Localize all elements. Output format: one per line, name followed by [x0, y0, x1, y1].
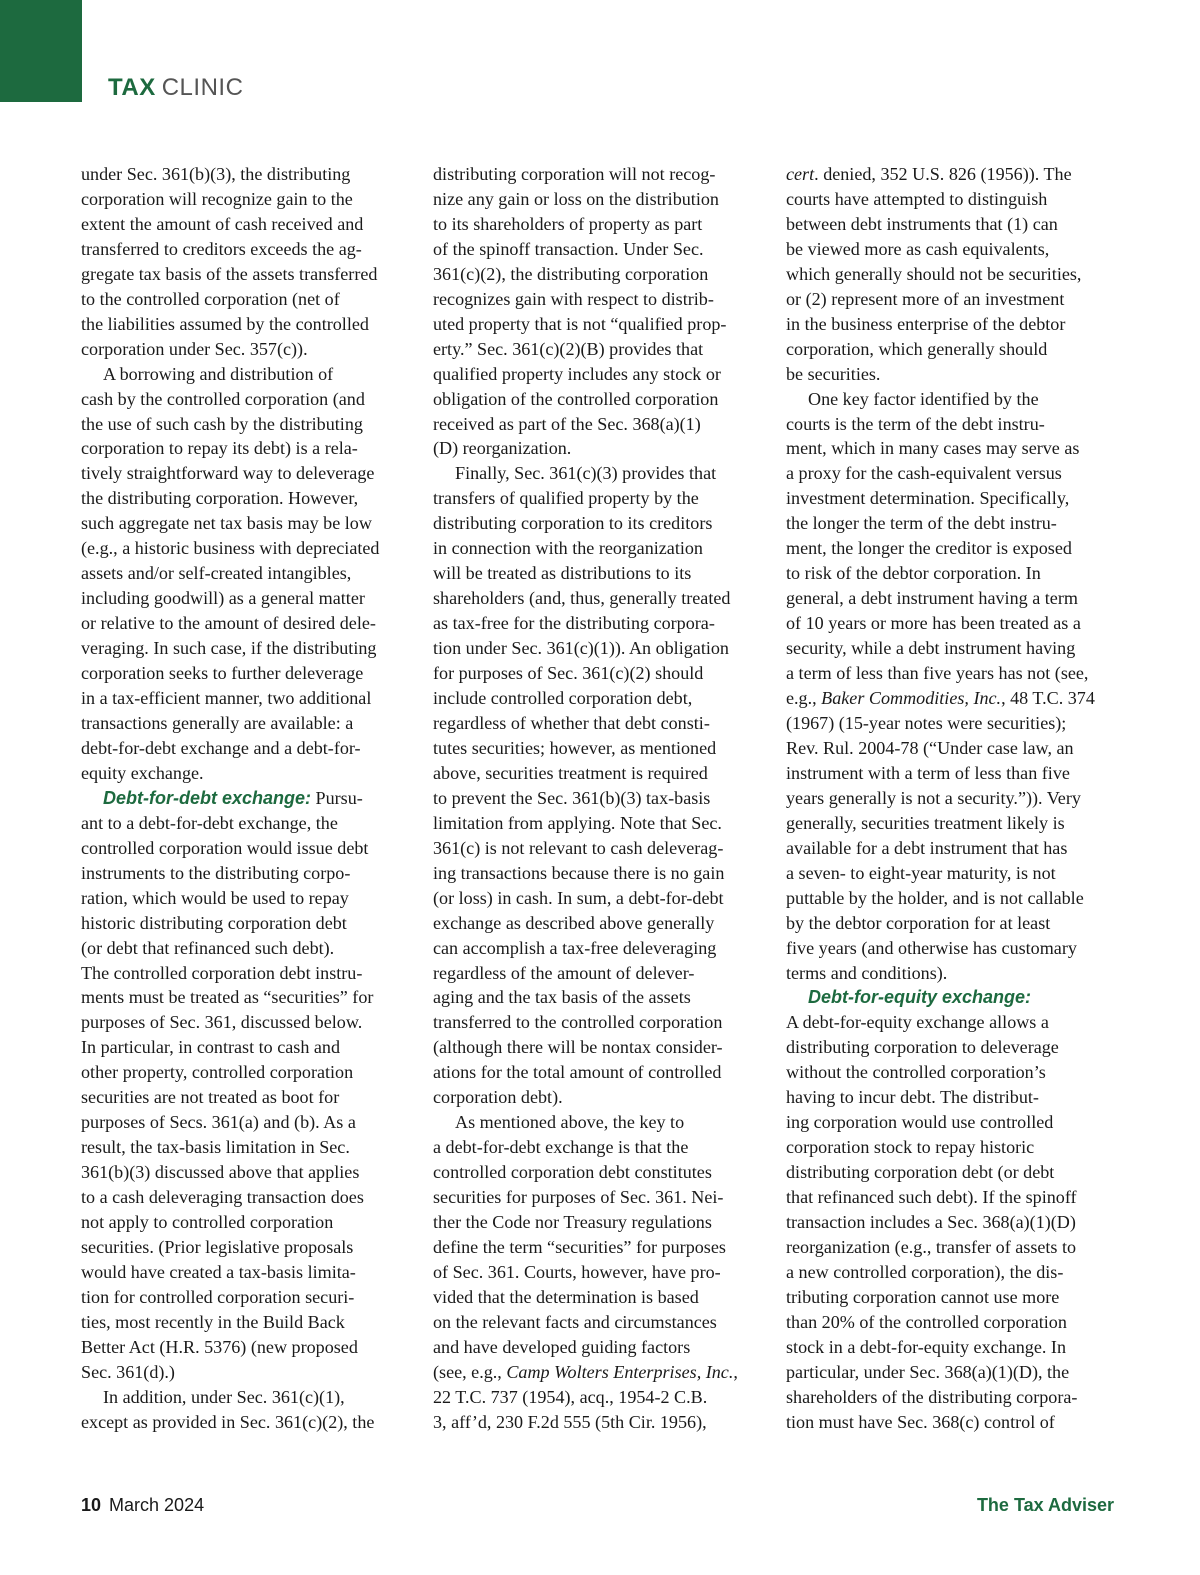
paragraph-line: tion must have Sec. 368(c) control of	[786, 1411, 1055, 1432]
paragraph-line: would have created a tax-basis limita-	[81, 1261, 356, 1282]
paragraph-line: above, securities treatment is required	[433, 762, 708, 783]
paragraph-line: corporation will recognize gain to the	[81, 188, 353, 209]
paragraph-line: stock in a debt-for-equity exchange. In	[786, 1336, 1066, 1357]
paragraph-line: As mentioned above, the key to	[455, 1112, 685, 1133]
paragraph-line: obligation of the controlled corporation	[433, 388, 719, 409]
line-text: e.g.,	[786, 688, 822, 709]
paragraph-line: purposes of Secs. 361(a) and (b). As a	[81, 1112, 356, 1133]
paragraph-line: available for a debt instrument that has	[786, 837, 1068, 858]
paragraph-line: ther the Code nor Treasury regulations	[433, 1212, 712, 1233]
paragraph-line: exchange as described above generally	[433, 912, 715, 933]
paragraph-line: transaction includes a Sec. 368(a)(1)(D)	[786, 1212, 1076, 1233]
paragraph-line: tively straightforward way to deleverage	[81, 463, 375, 484]
paragraph-line: instrument with a term of less than five	[786, 762, 1070, 783]
paragraph-line: that refinanced such debt). If the spinoff	[786, 1187, 1077, 1208]
paragraph	[81, 162, 417, 362]
paragraph	[433, 461, 769, 1110]
paragraph-line: corporation, which generally should	[786, 338, 1048, 359]
paragraph	[433, 162, 769, 461]
paragraph-line: under Sec. 361(b)(3), the distributing	[81, 164, 351, 184]
paragraph-line: years generally is not a security.”)). Very	[786, 787, 1081, 808]
line-text: , 48 T.C. 374	[1001, 688, 1095, 709]
subheading-tail: Pursu-	[311, 787, 363, 808]
paragraph-line: a debt-for-debt exchange is that the	[433, 1137, 689, 1158]
paragraph-line: to prevent the Sec. 361(b)(3) tax-basis	[433, 787, 711, 808]
paragraph-line: controlled corporation debt constitutes	[433, 1162, 712, 1183]
paragraph-line: reorganization (e.g., transfer of assets to	[786, 1236, 1077, 1257]
paragraph	[81, 786, 417, 1385]
paragraph-line	[81, 786, 417, 811]
italic-term: cert	[786, 164, 815, 184]
paragraph-line: the distributing corporation. However,	[81, 488, 359, 509]
paragraph-line: distributing corporation to deleverage	[786, 1037, 1059, 1058]
paragraph-line: veraging. In such case, if the distributing	[81, 638, 377, 659]
paragraph-line: (1967) (15-year notes were securities);	[786, 712, 1067, 733]
paragraph-line: 361(c)(2), the distributing corporation	[433, 263, 709, 284]
paragraph-line: be viewed more as cash equivalents,	[786, 238, 1050, 259]
paragraph-line: 3, aff’d, 230 F.2d 555 (5th Cir. 1956),	[433, 1411, 707, 1432]
paragraph-line: shareholders (and, thus, generally treated	[433, 588, 731, 609]
paragraph-line	[433, 1360, 769, 1385]
paragraph	[786, 387, 1122, 986]
paragraph-line: be securities.	[786, 363, 881, 384]
paragraph-line: (e.g., a historic business with depreciated	[81, 538, 380, 559]
paragraph-line: ations for the total amount of controlled	[433, 1062, 722, 1083]
paragraph-line: (or debt that refinanced such debt).	[81, 937, 335, 958]
paragraph-line	[786, 162, 1122, 187]
paragraph-line: ment, the longer the creditor is exposed	[786, 538, 1072, 559]
paragraph-line: corporation seeks to further deleverage	[81, 663, 364, 684]
text-column-1	[81, 162, 417, 1435]
paragraph-line: in the business enterprise of the debtor	[786, 313, 1066, 334]
paragraph-line: as tax-free for the distributing corpora-	[433, 613, 715, 634]
paragraph-line: not apply to controlled corporation	[81, 1212, 334, 1233]
paragraph-line: tion under Sec. 361(c)(1)). An obligation	[433, 638, 729, 659]
paragraph-line: between debt instruments that (1) can	[786, 213, 1058, 234]
paragraph-line: the use of such cash by the distributing	[81, 413, 363, 434]
paragraph-line: Sec. 361(d).)	[81, 1361, 175, 1382]
paragraph-line: to its shareholders of property as part	[433, 213, 703, 234]
publication-name: The Tax Adviser	[976, 1495, 1114, 1515]
paragraph-line: One key factor identified by the	[808, 388, 1039, 409]
text-column-3	[786, 162, 1122, 1435]
paragraph-line: gregate tax basis of the assets transferred	[81, 263, 378, 284]
section-color-tab	[0, 0, 82, 102]
paragraph-line: Better Act (H.R. 5376) (new proposed	[81, 1336, 358, 1357]
subheading: Debt-for-debt exchange:	[103, 787, 312, 808]
page-number: 10	[81, 1495, 102, 1515]
paragraph-line: a proxy for the cash-equivalent versus	[786, 463, 1062, 484]
paragraph-line: generally, securities treatment likely is	[786, 812, 1065, 833]
paragraph-line: limitation from applying. Note that Sec.	[433, 812, 722, 833]
paragraph-line: including goodwill) as a general matter	[81, 588, 365, 609]
paragraph-line: by the debtor corporation for at least	[786, 912, 1051, 933]
paragraph-line: general, a debt instrument having a term	[786, 588, 1078, 609]
paragraph-line: terms and conditions).	[786, 962, 948, 983]
paragraph-line: tutes securities; however, as mentioned	[433, 737, 717, 758]
paragraph-line: ing corporation would use controlled	[786, 1112, 1054, 1133]
section-header-bold: TAX	[108, 74, 156, 101]
paragraph-line: extent the amount of cash received and	[81, 213, 364, 234]
page-footer-left	[81, 1494, 204, 1516]
paragraph-line: having to incur debt. The distribut-	[786, 1087, 1039, 1108]
paragraph-line: ments must be treated as “securities” for	[81, 987, 374, 1008]
paragraph-line: ties, most recently in the Build Back	[81, 1311, 345, 1332]
section-header	[108, 76, 243, 100]
paragraph-line: than 20% of the controlled corporation	[786, 1311, 1067, 1332]
paragraph-line: for purposes of Sec. 361(c)(2) should	[433, 663, 704, 684]
paragraph-line: distributing corporation to its creditors	[433, 513, 713, 534]
paragraph-line: puttable by the holder, and is not callable	[786, 887, 1084, 908]
paragraph-line: cash by the controlled corporation (and	[81, 388, 365, 409]
line-text: . denied, 352 U.S. 826 (1956)). The	[814, 164, 1072, 184]
paragraph-line: a new controlled corporation), the dis-	[786, 1261, 1064, 1282]
paragraph	[433, 1110, 769, 1434]
paragraph-line: to a cash deleveraging transaction does	[81, 1187, 364, 1208]
paragraph-line: (although there will be nontax consider-	[433, 1037, 723, 1058]
paragraph-line: the liabilities assumed by the controlled	[81, 313, 369, 334]
paragraph-line: ration, which would be used to repay	[81, 887, 349, 908]
paragraph-line: purposes of Sec. 361, discussed below.	[81, 1012, 363, 1033]
paragraph-line: corporation debt).	[433, 1087, 563, 1108]
paragraph-line: in connection with the reorganization	[433, 538, 703, 559]
paragraph-line: In addition, under Sec. 361(c)(1),	[103, 1386, 345, 1407]
paragraph-line: of the spinoff transaction. Under Sec.	[433, 238, 704, 259]
paragraph-line: without the controlled corporation’s	[786, 1062, 1046, 1083]
paragraph	[786, 985, 1122, 1434]
paragraph-line: A debt-for-equity exchange allows a	[786, 1012, 1049, 1033]
paragraph-line: corporation under Sec. 357(c)).	[81, 338, 308, 359]
paragraph-line: to risk of the debtor corporation. In	[786, 563, 1041, 584]
paragraph-line: corporation to repay its debt) is a rela-	[81, 438, 358, 459]
paragraph-line: ing transactions because there is no gain	[433, 862, 725, 883]
paragraph-line: or (2) represent more of an investment	[786, 288, 1065, 309]
paragraph-line: can accomplish a tax-free deleveraging	[433, 937, 717, 958]
paragraph-line: on the relevant facts and circumstances	[433, 1311, 717, 1332]
paragraph-line: particular, under Sec. 368(a)(1)(D), the	[786, 1361, 1070, 1382]
paragraph-line: the longer the term of the debt instru-	[786, 513, 1057, 534]
paragraph-line: a seven- to eight-year maturity, is not	[786, 862, 1056, 883]
paragraph-line: other property, controlled corporation	[81, 1062, 354, 1083]
case-name: Baker Commodities, Inc.	[821, 688, 1002, 709]
paragraph	[786, 162, 1122, 387]
paragraph-line: of 10 years or more has been treated as a	[786, 613, 1081, 634]
paragraph	[81, 362, 417, 786]
paragraph-line: vided that the determination is based	[433, 1286, 699, 1307]
paragraph-line: securities for purposes of Sec. 361. Nei-	[433, 1187, 724, 1208]
line-text: ,	[733, 1361, 738, 1382]
paragraph-line: shareholders of the distributing corpora-	[786, 1386, 1078, 1407]
paragraph-line	[786, 686, 1122, 711]
paragraph-line: transactions generally are available: a	[81, 712, 354, 733]
paragraph-line	[786, 985, 1122, 1010]
paragraph-line: 361(b)(3) discussed above that applies	[81, 1162, 360, 1183]
paragraph-line: to the controlled corporation (net of	[81, 288, 340, 309]
paragraph-line: except as provided in Sec. 361(c)(2), the	[81, 1411, 375, 1432]
paragraph-line: tion for controlled corporation securi-	[81, 1286, 355, 1307]
paragraph-line: and have developed guiding factors	[433, 1336, 691, 1357]
paragraph-line: nize any gain or loss on the distribution	[433, 188, 719, 209]
paragraph-line: assets and/or self-created intangibles,	[81, 563, 352, 584]
paragraph-line: transferred to creditors exceeds the ag-	[81, 238, 362, 259]
paragraph-line: The controlled corporation debt instru-	[81, 962, 363, 983]
paragraph-line: Finally, Sec. 361(c)(3) provides that	[455, 463, 717, 484]
paragraph-line: (D) reorganization.	[433, 438, 572, 459]
paragraph-line: equity exchange.	[81, 762, 204, 783]
paragraph-line: which generally should not be securities,	[786, 263, 1082, 284]
paragraph-line: (or loss) in cash. In sum, a debt-for-debt	[433, 887, 724, 908]
paragraph-line: courts is the term of the debt instru-	[786, 413, 1045, 434]
paragraph-line: controlled corporation would issue debt	[81, 837, 369, 858]
line-text: (see, e.g.,	[433, 1361, 507, 1382]
paragraph-line: such aggregate net tax basis may be low	[81, 513, 372, 534]
paragraph-line: regardless of whether that debt consti-	[433, 712, 710, 733]
paragraph-line: ment, which in many cases may serve as	[786, 438, 1080, 459]
paragraph-line: In particular, in contrast to cash and	[81, 1037, 341, 1058]
paragraph-line: will be treated as distributions to its	[433, 563, 692, 584]
paragraph-line: recognizes gain with respect to distrib-	[433, 288, 714, 309]
paragraph-line: distributing corporation debt (or debt	[786, 1162, 1055, 1183]
paragraph-line: instruments to the distributing corpo-	[81, 862, 351, 883]
paragraph-line: historic distributing corporation debt	[81, 912, 347, 933]
paragraph-line: corporation stock to repay historic	[786, 1137, 1035, 1158]
text-column-2	[433, 162, 769, 1435]
paragraph-line: transferred to the controlled corporation	[433, 1012, 723, 1033]
paragraph-line: 361(c) is not relevant to cash deleverag-	[433, 837, 724, 858]
subheading: Debt-for-equity exchange:	[808, 987, 1032, 1008]
paragraph-line: ant to a debt-for-debt exchange, the	[81, 812, 338, 833]
paragraph-line: uted property that is not “qualified prop-	[433, 313, 727, 334]
case-name: Camp Wolters Enterprises, Inc.	[506, 1361, 734, 1382]
paragraph-line: securities. (Prior legislative proposals	[81, 1236, 354, 1257]
paragraph-line: security, while a debt instrument having	[786, 638, 1076, 659]
paragraph-line: erty.” Sec. 361(c)(2)(B) provides that	[433, 338, 704, 359]
paragraph-line: received as part of the Sec. 368(a)(1)	[433, 413, 701, 434]
paragraph-line: aging and the tax basis of the assets	[433, 987, 691, 1008]
paragraph-line: courts have attempted to distinguish	[786, 188, 1048, 209]
paragraph-line: regardless of the amount of delever-	[433, 962, 695, 983]
paragraph-line: five years (and otherwise has customary	[786, 937, 1077, 958]
paragraph-line: a term of less than five years has not (see,	[786, 663, 1089, 684]
paragraph-line: A borrowing and distribution of	[103, 363, 334, 384]
paragraph-line: of Sec. 361. Courts, however, have pro-	[433, 1261, 721, 1282]
paragraph-line: define the term “securities” for purposes	[433, 1236, 726, 1257]
paragraph-line: securities are not treated as boot for	[81, 1087, 340, 1108]
paragraph-line: or relative to the amount of desired dele-	[81, 613, 376, 634]
paragraph-line: in a tax-efficient manner, two additional	[81, 688, 372, 709]
section-header-light: CLINIC	[161, 74, 244, 101]
paragraph-line: transfers of qualified property by the	[433, 488, 699, 509]
issue-date: March 2024	[109, 1495, 205, 1515]
paragraph	[81, 1385, 417, 1435]
paragraph-line: Rev. Rul. 2004-78 (“Under case law, an	[786, 737, 1074, 758]
paragraph-line: distributing corporation will not recog-	[433, 164, 716, 184]
paragraph-line: debt-for-debt exchange and a debt-for-	[81, 737, 361, 758]
paragraph-line: 22 T.C. 737 (1954), acq., 1954-2 C.B.	[433, 1386, 708, 1407]
paragraph-line: include controlled corporation debt,	[433, 688, 693, 709]
paragraph-line: qualified property includes any stock or	[433, 363, 721, 384]
paragraph-line: investment determination. Specifically,	[786, 488, 1070, 509]
paragraph-line: tributing corporation cannot use more	[786, 1286, 1060, 1307]
paragraph-line: result, the tax-basis limitation in Sec.	[81, 1137, 350, 1158]
